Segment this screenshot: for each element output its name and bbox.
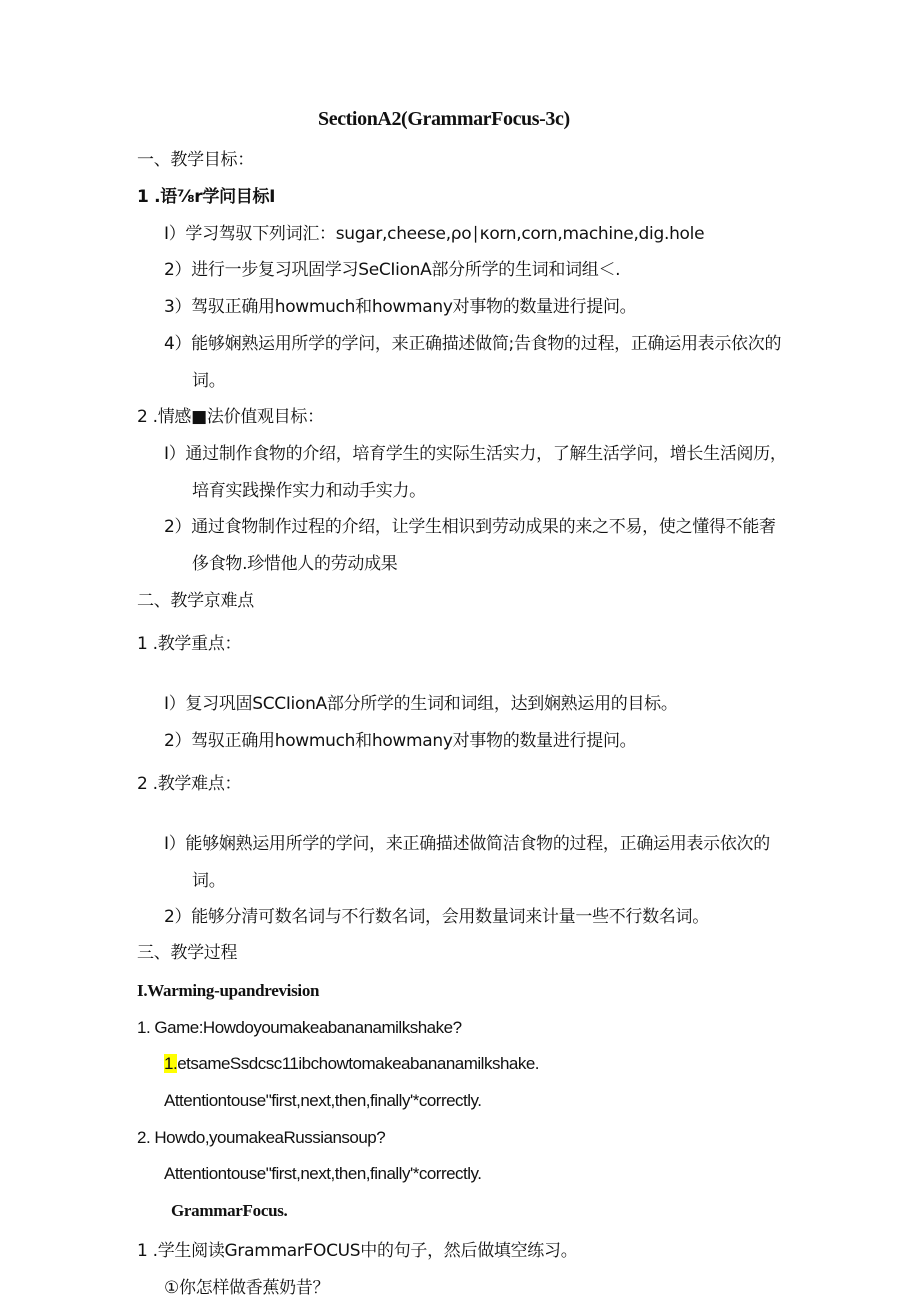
list-item: 2）通过食物制作过程的介绍，让学生相识到劳动成果的来之不易，使之懂得不能奢 <box>164 517 776 537</box>
list-item-continuation: Attentiontouse"first,next,then,finally'*correctly. <box>164 1091 482 1110</box>
list-item-continuation: 培育实践操作实力和动手实力。 <box>192 481 426 501</box>
list-item: 1. Game:Howdoyoumakeabananamilkshake? <box>137 1018 462 1037</box>
list-item-continuation: 侈食物.珍惜他人的劳动成果 <box>192 554 398 574</box>
subsection-heading: 1 .教学重点： <box>137 634 242 654</box>
list-item: 2. Howdo,youmakeaRussiansoup? <box>137 1128 386 1147</box>
list-item: 4）能够娴熟运用所学的学问，来正确描述做简;告食物的过程，正确运用表示依次的 <box>164 334 782 354</box>
subsection-heading: 2 .情感■法价值观目标： <box>137 407 324 427</box>
document-title: SectionA2(GrammarFocus-3c) <box>318 108 570 130</box>
list-item: I）通过制作食物的介绍，培育学生的实际生活实力，了解生活学问，增长生活阅历， <box>164 444 787 464</box>
list-item: I）学习驾驭下列词汇：sugar,cheese,ρo∣κorn,corn,machine,dig.hole <box>164 224 705 244</box>
subsection-heading: 2 .教学难点： <box>137 774 242 794</box>
section-heading: 一、教学目标： <box>137 150 254 170</box>
list-item-continuation: Attentiontouse"first,next,then,finally'*correctly. <box>164 1164 482 1183</box>
list-item: I）能够娴熟运用所学的学问，来正确描述做简洁食物的过程，正确运用表示依次的 <box>164 834 770 854</box>
section-heading: 二、教学京难点 <box>137 591 254 611</box>
list-item: ①你怎样做香蕉奶昔？ <box>164 1278 330 1298</box>
section-heading: 三、教学过程 <box>137 943 238 963</box>
list-item: 2）驾驭正确用howmuch和howmany对事物的数量进行提问。 <box>164 731 637 751</box>
list-item-continuation <box>164 1053 539 1075</box>
list-item-continuation: 词。 <box>192 871 226 891</box>
list-item: I）复习巩固SCCIionA部分所学的生词和词组，达到娴熟运用的目标。 <box>164 694 678 714</box>
list-item-continuation: 词。 <box>192 371 226 391</box>
step-heading: I.Warming-upandrevision <box>137 981 320 1000</box>
list-item: 1 .学生阅读GrammarFOCUS中的句子，然后做填空练习。 <box>137 1241 578 1261</box>
highlighted-text: 1. <box>164 1054 178 1073</box>
list-item: 3）驾驭正确用howmuch和howmany对事物的数量进行提问。 <box>164 297 637 317</box>
list-item: 2）能够分清可数名词与不行数名词，会用数量词来计量一些不行数名词。 <box>164 907 709 927</box>
list-item: 2）进行一步复习巩固学习SeCIionA部分所学的生词和词组＜. <box>164 260 621 280</box>
line-text: etsameSsdcsc11ibchowtomakeabananamilkshake. <box>177 1054 540 1073</box>
step-heading: GrammarFocus. <box>171 1201 288 1220</box>
subsection-heading: 1 .语⅞r学问目标I <box>137 187 276 207</box>
